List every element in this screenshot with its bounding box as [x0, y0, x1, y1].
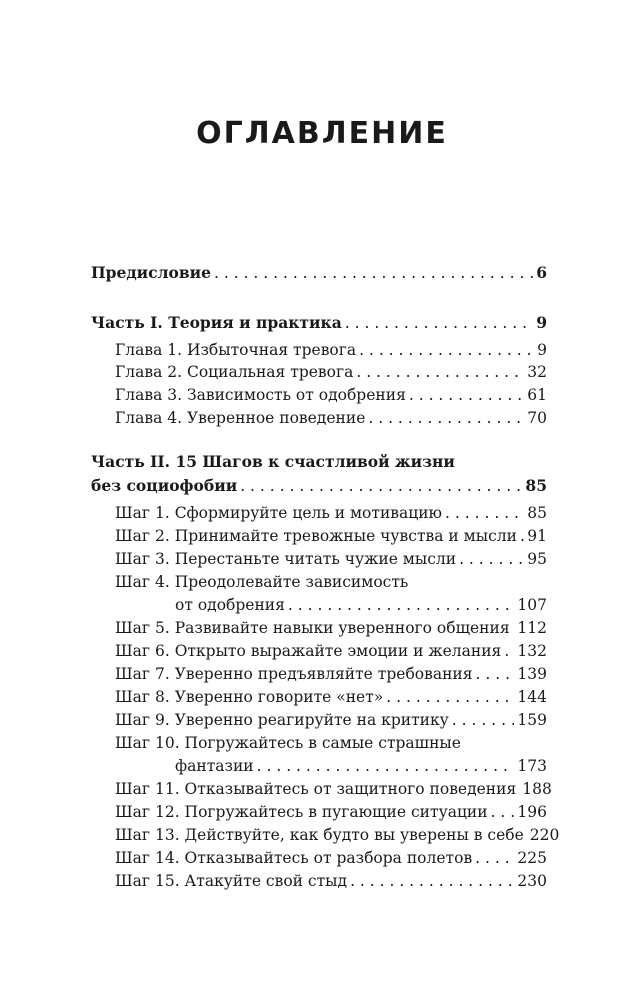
toc-page: 107: [517, 596, 547, 614]
dot-leader: [475, 846, 514, 870]
dot-leader: [445, 501, 524, 525]
toc-label: Шаг 7. Уверенно предъявляйте требования: [115, 665, 473, 683]
toc-page: 70: [527, 409, 547, 427]
toc-page: 196: [517, 803, 547, 821]
dot-leader: [386, 685, 514, 709]
toc-entry-step-5[interactable]: [115, 616, 547, 640]
toc-label: Шаг 3. Перестаньте читать чужие мысли: [115, 550, 457, 568]
toc-label: Часть II. 15 Шагов к счастливой жизни: [91, 452, 455, 471]
toc-entry-step-4[interactable]: [175, 593, 547, 617]
toc-page: 85: [525, 476, 547, 495]
dot-leader: [504, 639, 514, 663]
toc-label: Шаг 11. Отказывайтесь от защитного поведения: [115, 780, 517, 798]
toc-page: 132: [517, 642, 547, 660]
toc-page: 32: [527, 363, 547, 381]
toc-label: Глава 3. Зависимость от одобрения: [115, 386, 406, 404]
toc-entry-step-1[interactable]: [115, 501, 547, 525]
toc-label: Шаг 9. Уверенно реагируйте на критику: [115, 711, 449, 729]
toc-label: Шаг 14. Отказывайтесь от разбора полетов: [115, 849, 473, 867]
toc-entry-step-6[interactable]: [115, 639, 547, 663]
toc-entry-step-14[interactable]: [115, 846, 547, 870]
dot-leader: [257, 754, 515, 778]
dot-leader: [520, 524, 524, 548]
dot-leader: [513, 616, 515, 640]
toc-label: Шаг 10. Погружайтесь в самые страшные: [115, 734, 461, 752]
dot-leader: [359, 338, 534, 362]
toc-label: Шаг 6. Открыто выражайте эмоции и желания: [115, 642, 502, 660]
toc-label: Шаг 13. Действуйте, как будто вы уверены в себе: [115, 826, 524, 844]
dot-leader: [409, 383, 524, 407]
toc-page: 95: [527, 550, 547, 568]
toc-label: Шаг 5. Развивайте навыки уверенного общения: [115, 619, 510, 637]
toc-page: 85: [527, 504, 547, 522]
toc-page: 144: [517, 688, 547, 706]
toc-entry-step-10[interactable]: [175, 754, 547, 778]
toc-page: 230: [517, 872, 547, 890]
toc-label: Часть I. Теория и практика: [91, 313, 342, 332]
dot-leader: [345, 311, 533, 335]
toc-entry-chapter-4[interactable]: [115, 406, 547, 430]
toc-entry-step-2[interactable]: [115, 524, 547, 548]
dot-leader: [368, 406, 524, 430]
toc-label: Предисловие: [91, 263, 211, 282]
dot-leader: [288, 593, 514, 617]
dot-leader: [476, 662, 515, 686]
dot-leader: [459, 547, 524, 571]
toc-entry-step-10-line-1[interactable]: [115, 731, 547, 755]
toc-entry-step-13[interactable]: [115, 823, 560, 847]
toc-label: Глава 4. Уверенное поведение: [115, 409, 366, 427]
toc-page: 159: [517, 711, 547, 729]
toc-label: Шаг 1. Сформируйте цель и мотивацию: [115, 504, 443, 522]
toc-entry-step-11[interactable]: [115, 777, 552, 801]
toc-label: Шаг 4. Преодолевайте зависимость: [115, 573, 409, 591]
toc-page: 220: [529, 826, 560, 844]
toc-label: Шаг 15. Атакуйте свой стыд: [115, 872, 348, 890]
toc-entry-chapter-1[interactable]: [115, 338, 547, 362]
toc-entry-step-9[interactable]: [115, 708, 547, 732]
toc-entry-step-7[interactable]: [115, 662, 547, 686]
toc-label: фантазии: [175, 757, 254, 775]
toc-page: 225: [517, 849, 547, 867]
dot-leader: [240, 474, 522, 498]
toc-entry-part-2[interactable]: [91, 474, 547, 498]
toc-page: 9: [537, 341, 547, 359]
dot-leader: [350, 869, 514, 893]
toc-label: без социофобии: [91, 476, 238, 495]
toc-label: Шаг 12. Погружайтесь в пугающие ситуации: [115, 803, 488, 821]
toc-entry-step-8[interactable]: [115, 685, 547, 709]
toc-label: Шаг 8. Уверенно говорите «нет»: [115, 688, 384, 706]
dot-leader: [491, 800, 515, 824]
toc-entry-step-4-line-1[interactable]: [115, 570, 547, 594]
toc-label: Глава 1. Избыточная тревога: [115, 341, 357, 359]
toc-entry-chapter-3[interactable]: [115, 383, 547, 407]
page-title: ОГЛАВЛЕНИЕ: [196, 116, 448, 151]
toc-label: от одобрения: [175, 596, 285, 614]
toc-page: 188: [522, 780, 552, 798]
toc-entry-step-12[interactable]: [115, 800, 547, 824]
dot-leader: [452, 708, 515, 732]
toc-entry-chapter-2[interactable]: [115, 360, 547, 384]
toc-page: 173: [517, 757, 547, 775]
toc-page: 6: [536, 263, 547, 282]
toc-entry-part-2-line-1[interactable]: [91, 450, 547, 474]
toc-entry-part-1[interactable]: [91, 311, 547, 335]
toc-page: 139: [517, 665, 547, 683]
toc-label: Шаг 2. Принимайте тревожные чувства и мысли: [115, 527, 517, 545]
dot-leader: [214, 261, 533, 285]
toc-entry-step-15[interactable]: [115, 869, 547, 893]
toc-page: 9: [536, 313, 547, 332]
toc-page: 61: [527, 386, 547, 404]
toc-page: 112: [517, 619, 547, 637]
toc-label: Глава 2. Социальная тревога: [115, 363, 354, 381]
dot-leader: [356, 360, 524, 384]
toc-page: 91: [527, 527, 547, 545]
toc-entry-preface[interactable]: [91, 261, 547, 285]
toc-entry-step-3[interactable]: [115, 547, 547, 571]
